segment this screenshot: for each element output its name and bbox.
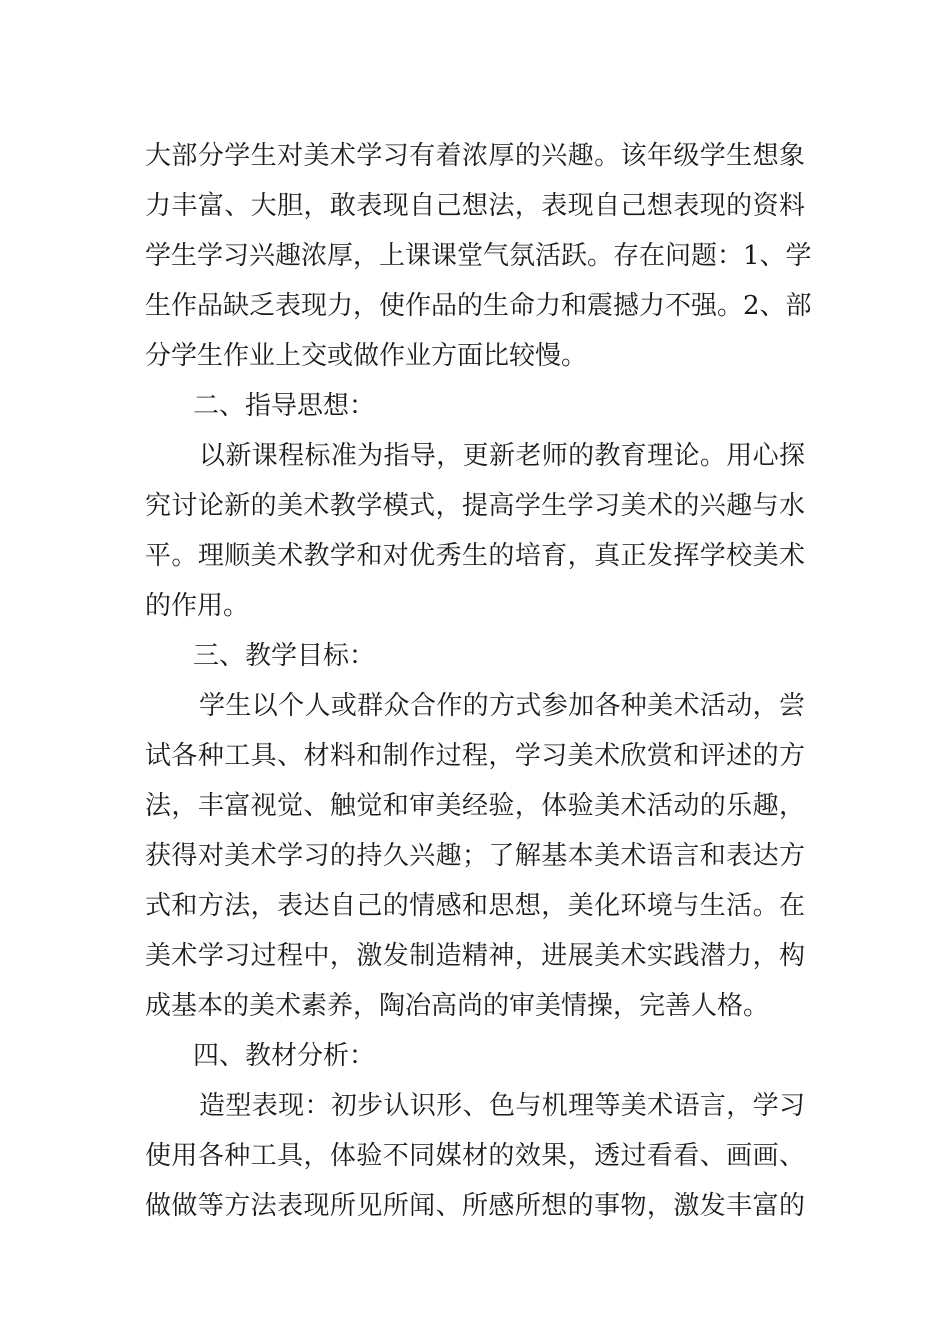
body-text-line: 获得对美术学习的持久兴趣；了解基本美术语言和表达方 <box>145 841 805 871</box>
body-text-line: 学生以个人或群众合作的方式参加各种美术活动，尝 <box>199 691 805 721</box>
body-text-line: 以新课程标准为指导，更新老师的教育理论。用心探 <box>199 441 805 471</box>
body-text-line: 做做等方法表现所见所闻、所感所想的事物，激发丰富的 <box>145 1191 805 1221</box>
body-text-line: 学生学习兴趣浓厚，上课课堂气氛活跃。存在问题：1、学 <box>145 241 812 271</box>
body-text-line: 生作品缺乏表现力，使作品的生命力和震撼力不强。2、部 <box>145 291 812 321</box>
section-heading-guiding-ideology: 二、指导思想： <box>193 391 376 421</box>
body-text-line: 力丰富、大胆，敢表现自己想法，表现自己想表现的资料 <box>145 191 805 221</box>
body-text-line: 试各种工具、材料和制作过程，学习美术欣赏和评述的方 <box>145 741 805 771</box>
body-text-line: 法，丰富视觉、触觉和审美经验，体验美术活动的乐趣， <box>145 791 805 821</box>
section-heading-textbook-analysis: 四、教材分析： <box>193 1041 376 1071</box>
body-text-line: 平。理顺美术教学和对优秀生的培育，真正发挥学校美术 <box>145 541 805 571</box>
body-text-line: 成基本的美术素养，陶冶高尚的审美情操，完善人格。 <box>145 991 770 1021</box>
body-text-line: 的作用。 <box>145 591 250 621</box>
body-text-line: 使用各种工具，体验不同媒材的效果，透过看看、画画、 <box>145 1141 805 1171</box>
body-text-line: 造型表现：初步认识形、色与机理等美术语言，学习 <box>199 1091 805 1121</box>
body-text-line: 分学生作业上交或做作业方面比较慢。 <box>145 341 588 371</box>
section-heading-teaching-goals: 三、教学目标： <box>193 641 376 671</box>
body-text-line: 大部分学生对美术学习有着浓厚的兴趣。该年级学生想象 <box>145 141 805 171</box>
body-text-line: 美术学习过程中，激发制造精神，进展美术实践潜力，构 <box>145 941 805 971</box>
body-text-line: 究讨论新的美术教学模式，提高学生学习美术的兴趣与水 <box>145 491 805 521</box>
body-text-line: 式和方法，表达自己的情感和思想，美化环境与生活。在 <box>145 891 805 921</box>
